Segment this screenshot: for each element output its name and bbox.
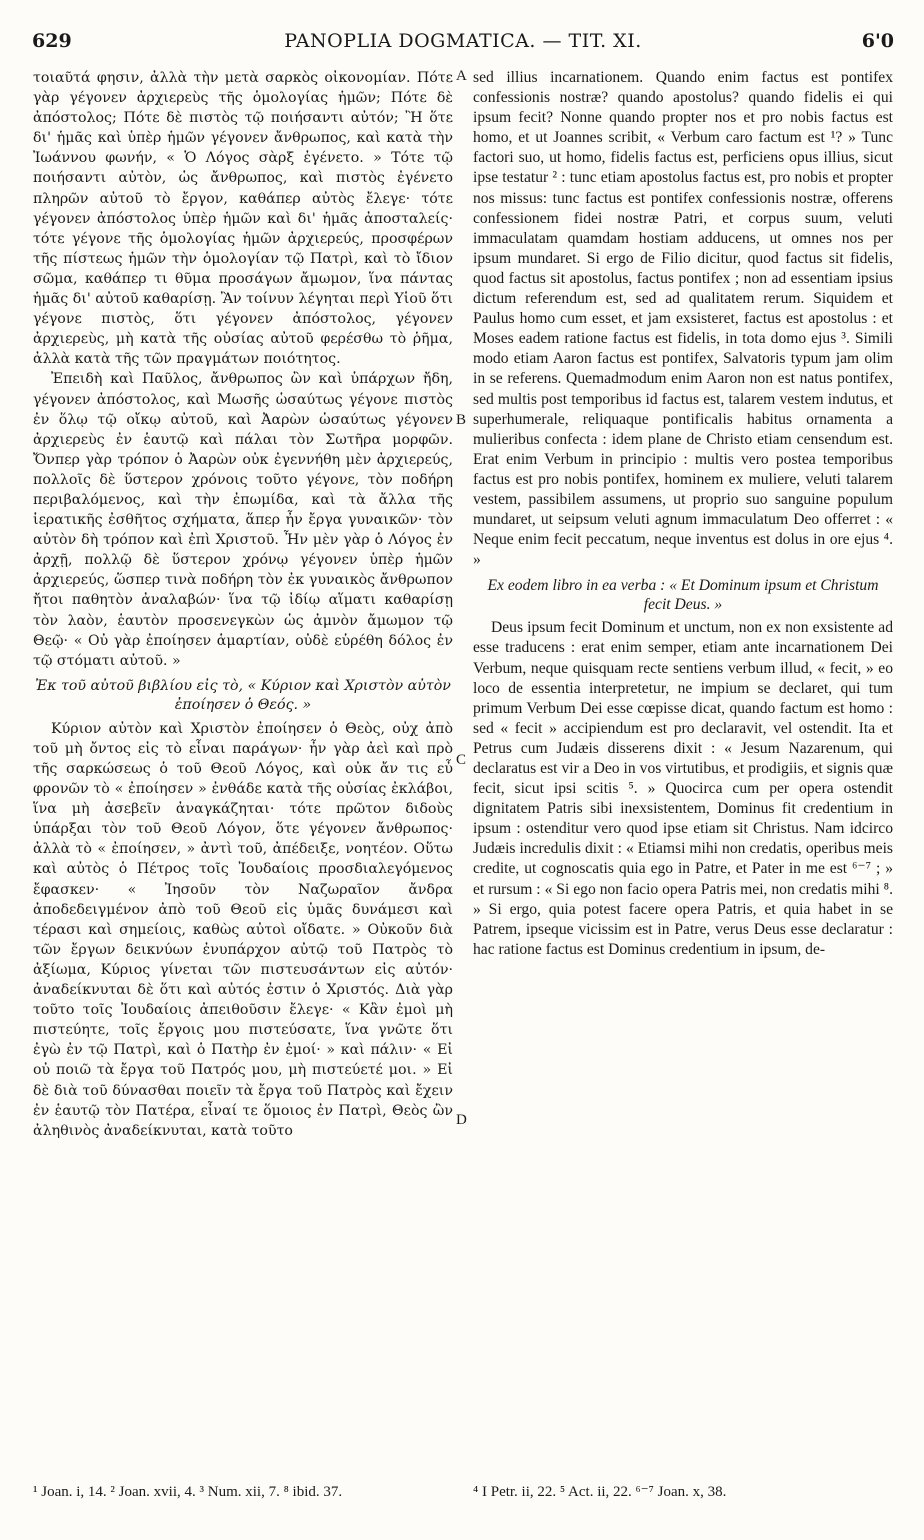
latin-paragraph-2: Deus ipsum fecit Dominum et unctum, non ex non exsistente ad esse traducens : erat enim semper, etiam ante incarnationem Dei Verbum, neque quisquam recte sentiens verbum illud, « fecit, » eo loco de essentia interpretetur, ne impium se declaret, qui tum primum Verbum Dei esse cœpisse dicat, quando factum est homo : sed « fecit » accipiendum est pro declaravit, vel ostendit. Ita et Petrus cum Judæis disserens dixit : « Jesum Nazarenum, qui declaratus est vir a Deo in vos virtutibus, et prodigiis, et signis quæ fecit, sicut ipsi scitis ⁵. » Quocirca cum per opera ostendit dignitatem Patris sibi inexsistentem, Dominus fit credentium in ipsum : ostenditur vero quod ipse etiam sit Christus. Nam idcirco Judæis incredulis dixit : « Etiamsi mihi non credatis, operibus meis credite, ut cognoscatis quia ego in Patre, et Pater in me est ⁶⁻⁷ ; » et rursum : « Si ego non facio opera Patris mei, non credatis mihi ⁸. » Si ergo, quia potest facere opera Patris, et quia habet in se Patrem, ipseque vicissim est in Patre, verus Deus esse declaratur : hac ratione factus est Dominus credentium in ipsum, de- [473,619,893,958]
margin-marker-d: D [456,1112,467,1128]
page-number-left: 629 [32,30,72,52]
footnotes-left: ¹ Joan. i, 14. ² Joan. xvii, 4. ³ Num. xii, 7. ⁸ ibid. 37. [33,1484,343,1500]
latin-paragraph-1: sed illius incarnationem. Quando enim factus est pontifex confessionis nostræ? quando apostolus? quando fidelis ei qui ipsum fecit? Nonne quando propter nos et pro nobis factus est homo, et ut Joannes scribit, « Verbum caro factum est ¹? » Tunc factori suo, ut homo, fidelis factus est, perficiens opus illius, sicut ipse testatur ² : tunc etiam apostolus factus est, pro nobis et propter nos missus: tunc factus est pontifex confessionis nostræ, offerens confessionem fidei nostræ Patri, et corpus suum, veluti immaculatam quamdam hostiam adducens, ut omnes nos per ipsum mundaret. Si ergo de Filio dicitur, quod factus sit fidelis, quod factus sit apostolus, factus pontifex ; non ad essentiam ipsius dictum referendum est, sed ad qualitatem rerum. Siquidem et Paulus homo cum esset, et jam exsisteret, factus est apostolus : et Moses eadem ratione factus est fidelis, in tota domo ejus ³. Simili modo etiam Aaron factus est pontifex, Salvatoris typum jam olim in se referens. Quemadmodum enim Aaron non est natus pontifex, sed multis post temporibus id factus est, talarem vestem indutus, et superhumerale, reliquaque pontificalis habitus ornamenta a mulieribus confecta : idem plane de Christo etiam censendum est. Erat enim Verbum in principio : multis vero postea temporibus factus est pro nobis pontifex, hominem ex muliere, veluti talarem vestem, passibilem assumens, ut proprio suo sanguine populum mundaret, ut seipsum veluti agnum immaculatum Deo offerret : « Neque enim fecit peccatum, neque inventus est dolus in ore ejus ⁴. » [473,69,893,569]
footnotes-right: ⁴ I Petr. ii, 22. ⁵ Act. ii, 22. ⁶⁻⁷ Joan. x, 38. [473,1484,727,1500]
greek-section-heading: Ἐκ τοῦ αὐτοῦ βιβλίου εἰς τὸ, « Κύριον καὶ Χριστὸν αὐτὸν ἐποίησεν ὁ Θεός. » [35,677,451,713]
margin-marker-c: C [456,752,467,768]
greek-column [33,68,453,1141]
greek-paragraph-2: Ἐπειδὴ καὶ Παῦλος, ἄνθρωπος ὢν καὶ ὑπάρχων ἤδη, γέγονεν ἀπόστολος, καὶ Μωσῆς ὡσαύτως γέγονε πιστὸς ἐν ὅλῳ τῷ οἴκῳ αὐτοῦ, καὶ Ἀαρὼν ὡσαύτως γέγονεν ἀρχιερεὺς ἐν ἑαυτῷ καὶ πάλαι τὸν Σωτῆρα μορφῶν. Ὄνπερ γὰρ τρόπον ὁ Ἀαρὼν οὐκ ἐγεννήθη μὲν ἀρχιερεύς, πολλοῖς δὲ ὕστερον χρόνοις τοῦτο γέγονε, τὸν ποδήρη περιβαλόμενος, καὶ τὴν ἐπωμίδα, καὶ τὰ ἄλλα τῆς ἱερατικῆς ἐσθῆτος σχήματα, ἅπερ ἦν ἔργα γυναικῶν· τὸν αὐτὸν δὴ τρόπον καὶ ἐπὶ Χριστοῦ. Ἦν μὲν γὰρ ὁ Λόγος ἐν ἀρχῇ, πολλῷ δὲ ὕστερον χρόνῳ γέγονεν ὑπὲρ ἡμῶν ἀρχιερεύς, ὥσπερ τινὰ ποδήρη τὸν ἐκ γυναικὸς ἄνθρωπον ἤτοι παθητὸν ἀναλαβών· ἵνα τῷ ἰδίῳ αἵματι καθαρίσῃ τὸν λαὸν, ἑαυτὸν προσενεγκὼν ὡς ἀμνὸν ἄμωμον τῷ Θεῷ· « Οὐ γὰρ ἐποίησεν ἁμαρτίαν, οὐδὲ εὑρέθη δόλος ἐν τῷ στόματι αὐτοῦ. » [33,371,453,669]
latin-section-heading: Ex eodem libro in ea verba : « Et Dominum ipsum et Christum fecit Deus. » [487,577,879,614]
page-number-right: 6'0 [861,30,894,52]
greek-paragraph-3: Κύριον αὐτὸν καὶ Χριστὸν ἐποίησεν ὁ Θεὸς, οὐχ ἀπὸ τοῦ μὴ ὄντος εἰς τὸ εἶναι παράγων· ἦν γὰρ ἀεὶ καὶ πρὸ τῆς σαρκώσεως ὁ τοῦ Θεοῦ Λόγος, καὶ οὐκ ἄν τις εὖ φρονῶν τὸ « ἐποίησεν » ἐνθάδε κατὰ τῆς οὐσίας ἐκλάβοι, ἵνα μὴ ἀσεβεῖν ἀναγκάζηται· τότε πρῶτον διδοὺς ὑπάρξαι τὸν τοῦ Θεοῦ Λόγον, ὅτε γέγονεν ἄνθρωπος· ἀλλὰ τὸ « ἐποίησεν, » ἀντὶ τοῦ, ἀπέδειξε, νοητέον. Οὕτω καὶ αὐτὸς ὁ Πέτρος τοῖς Ἰουδαίοις προσδιαλεγόμενος ἔφασκεν· « Ἰησοῦν τὸν Ναζωραῖον ἄνδρα ἀποδεδειγμένον ἀπὸ τοῦ Θεοῦ εἰς ὑμᾶς δυνάμεσι καὶ τέρασι καὶ σημείοις, καθὼς αὐτοὶ οἴδατε. » Οὐκοῦν διὰ τῶν ἔργων δεικνύων ἐνυπάρχον αὐτῷ τοῦ Πατρὸς τὸ ἀξίωμα, Κύριος γίνεται τῶν πιστευσάντων εἰς αὐτόν· ἀναδείκνυται δὲ ὅτι καὶ αὐτός ἐστιν ὁ Χριστός. Διὰ γὰρ τοῦτο τοῖς Ἰουδαίοις ἀπειθοῦσιν ἔλεγε· « Κἂν ἐμοὶ μὴ πιστεύητε, τοῖς ἔργοις μου πιστεύσατε, ἵνα γνῶτε ὅτι ἐγὼ ἐν τῷ Πατρὶ, καὶ ὁ Πατὴρ ἐν ἐμοί· » καὶ πάλιν· « Εἰ οὐ ποιῶ τὰ ἔργα τοῦ Πατρός μου, μὴ πιστεύετέ μοι. » Εἰ δὲ διὰ τοῦ δύνασθαι ποιεῖν τὰ ἔργα τοῦ Πατρὸς καὶ ἔχειν ἐν ἑαυτῷ τὸν Πατέρα, εἶναί τε ὅμοιος ἐν Πατρὶ, Θεὸς ὢν ἀληθινὸς ἀναδείκνυται, κατὰ τοῦτο [33,720,453,1139]
running-title: PANOPLIA DOGMATICA. — TIT. XI. [284,30,642,52]
margin-marker-b: B [456,412,467,428]
greek-paragraph-1: τοιαῦτά φησιν, ἀλλὰ τὴν μετὰ σαρκὸς οἰκονομίαν. Πότε γὰρ γέγονεν ἀρχιερεὺς τῆς ὁμολογίας ἡμῶν; Πότε δὲ ἀπόστολος; Πότε δὲ πιστὸς τῷ ποιήσαντι αὐτόν; Ἢ ὅτε δι' ἡμᾶς καὶ ὑπὲρ ἡμῶν γέγονεν ἄνθρωπος, καὶ κατὰ τὴν Ἰωάννου φωνήν, « Ὁ Λόγος σὰρξ ἐγένετο. » Τότε τῷ ποιήσαντι αὐτὸν, ὡς ἄνθρωπος, καὶ πιστὸς ἐγένετο πληρῶν αὐτοῦ τὸ ἔργον, καθάπερ αὐτὸς ἔλεγε· τότε γέγονεν ἀπόστολος ὑπὲρ ἡμῶν καὶ δι' ἡμᾶς ἀποσταλείς· τότε γέγονε τῆς ὁμολογίας ἡμῶν ἀρχιερεύς, προσφέρων τῆς πίστεως ἡμῶν τὴν ὁμολογίαν τῷ Πατρὶ, καὶ τὸ ἴδιον σῶμα, καθάπερ τι θῦμα προσάγων ἄμωμον, ἵνα πάντας ἡμᾶς δι' αὐτοῦ καθαρίσῃ. Ἂν τοίνυν λέγηται περὶ Υἱοῦ ὅτι γέγονε πιστὸς, ὅτι γέγονεν ἀπόστολος, γέγονεν ἀρχιερεὺς, μὴ κατὰ τῆς οὐσίας αὐτοῦ φερέσθω τὸ ῥῆμα, ἀλλὰ κατὰ τῆς τῶν πραγμάτων ποιότητος. [33,70,453,368]
margin-marker-a: A [456,68,467,84]
page-header [32,30,894,58]
latin-column [473,68,893,960]
